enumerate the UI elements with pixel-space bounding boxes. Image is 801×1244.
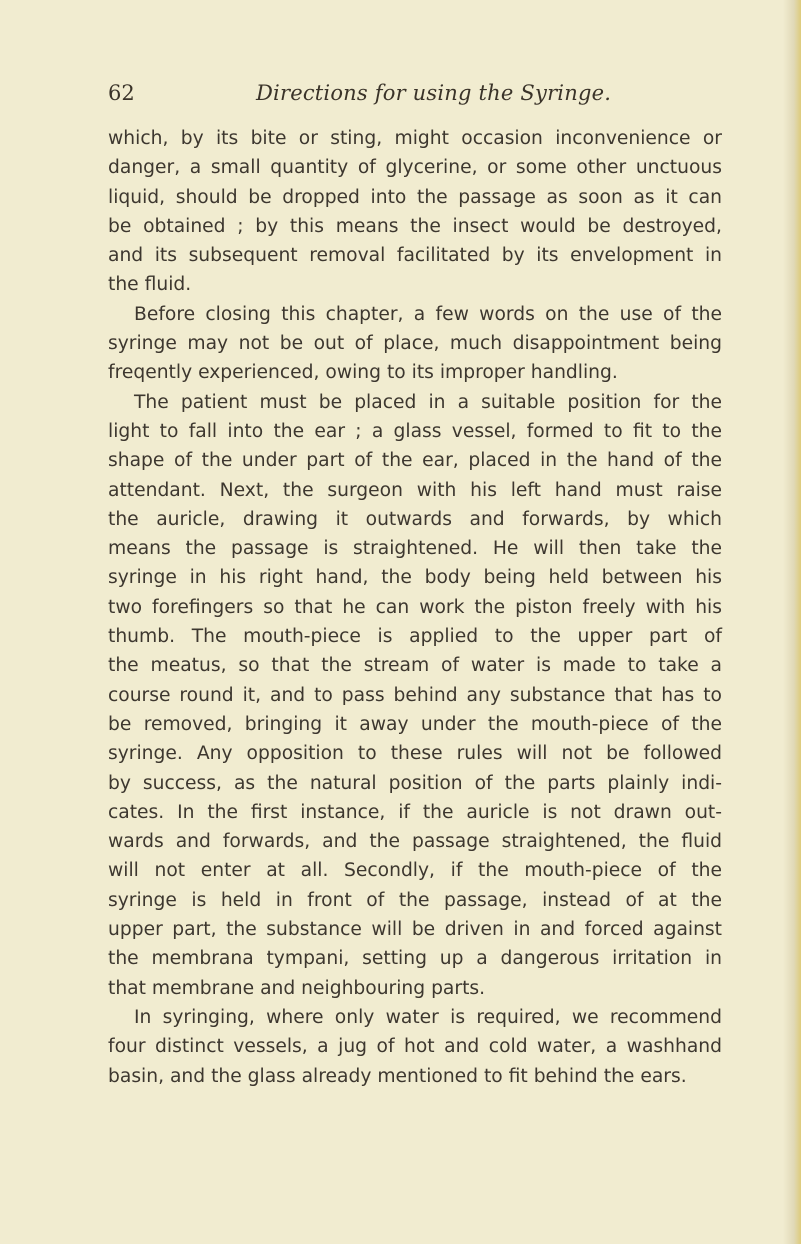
text-line: four distinct vessels, a jug of hot and cold water, a washhand [108,1036,722,1058]
text-line: syringe may not be out of place, much disappointment being [108,333,722,355]
text-line: In syringing, where only water is required, we recommend [134,1006,722,1028]
page-edge-shadow [783,0,801,1244]
page-header [108,81,720,111]
text-line: danger, a small quantity of glycerine, or some other unctuous [108,157,722,179]
text-line: thumb. The mouth-piece is applied to the upper part of [108,626,722,648]
text-line: the auricle, drawing it outwards and forwards, by which [108,508,722,530]
text-line: cates. In the first instance, if the auricle is not drawn out- [108,801,722,823]
body-text [108,124,722,1091]
text-line: liquid, should be dropped into the passage as soon as it can [108,186,722,208]
text-line: which, by its bite or sting, might occasion inconvenience or [108,128,722,149]
text-line: and its subsequent removal facilitated by its envelopment in [108,245,722,267]
text-line: basin, and the glass already mentioned to fit behind the ears. [108,1065,687,1087]
text-line: the membrana tympani, setting up a dangerous irritation in [108,948,722,970]
text-line: syringe. Any opposition to these rules will not be followed [108,743,722,765]
text-line: attendant. Next, the surgeon with his left hand must raise [108,479,722,501]
text-line: will not enter at all. Secondly, if the mouth-piece of the [108,860,722,882]
text-line: that membrane and neighbouring parts. [108,977,486,999]
text-line: course round it, and to pass behind any substance that has to [108,684,722,706]
text-line: syringe in his right hand, the body being held between his [108,567,722,589]
text-line: be removed, bringing it away under the mouth-piece of the [108,713,722,735]
text-line: means the passage is straightened. He will then take the [108,538,722,560]
text-line: by success, as the natural position of the parts plainly indi- [108,772,722,794]
text-line: Before closing this chapter, a few words on the use of the [134,303,722,325]
text-line: The patient must be placed in a suitable position for the [134,391,722,413]
text-line: syringe is held in front of the passage, instead of at the [108,889,722,911]
text-line: freqently experienced, owing to its improper handling. [108,362,618,384]
text-line: wards and forwards, and the passage straightened, the fluid [108,831,722,853]
running-title: Directions for using the Syringe. [256,81,612,105]
text-line: the meatus, so that the stream of water is made to take a [108,655,722,677]
page-number: 62 [108,81,135,105]
text-line: upper part, the substance will be driven in and forced against [108,919,722,941]
text-line: two forefingers so that he can work the piston freely with his [108,596,722,618]
text-line: shape of the under part of the ear, placed in the hand of the [108,450,722,472]
text-line: light to fall into the ear ; a glass vessel, formed to fit to the [108,420,722,442]
text-line: the fluid. [108,274,192,296]
text-line: be obtained ; by this means the insect would be destroyed, [108,215,722,237]
